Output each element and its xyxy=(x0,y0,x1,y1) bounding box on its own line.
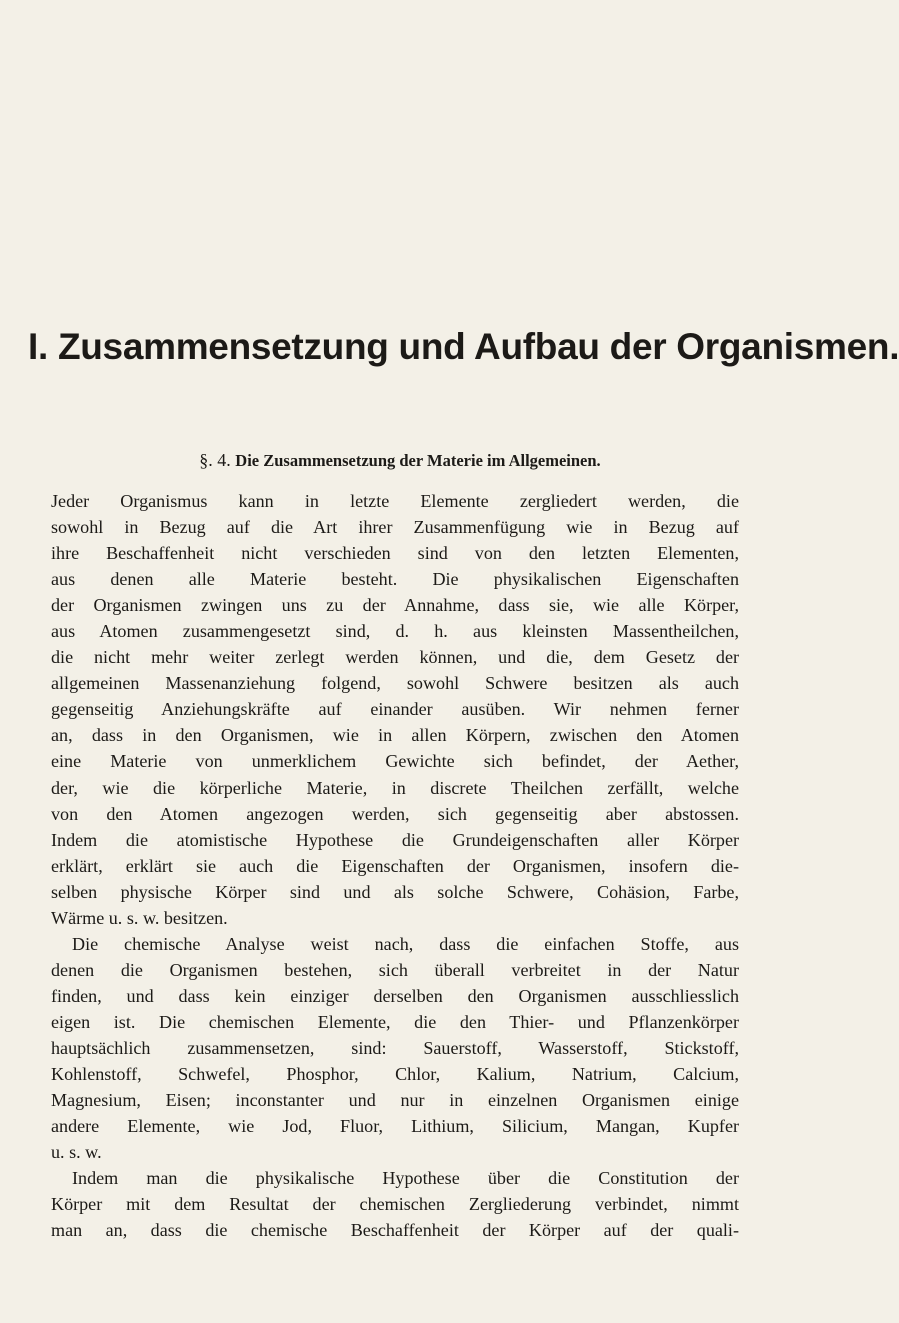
section-title: Die Zusammensetzung der Materie im Allgemeinen. xyxy=(235,451,601,470)
text-line: Körper mit dem Resultat der chemischen Zergliederung verbindet, nimmt xyxy=(51,1194,739,1215)
section-heading xyxy=(0,451,800,470)
text-line: aus denen alle Materie besteht. Die physikalischen Eigenschaften xyxy=(51,569,739,590)
text-line: der, wie die körperliche Materie, in discrete Theilchen zerfällt, welche xyxy=(51,777,739,798)
text-line: Magnesium, Eisen; inconstanter und nur in einzelnen Organismen einige xyxy=(51,1090,739,1111)
chapter-title: I. Zusammensetzung und Aufbau der Organismen. xyxy=(28,326,899,367)
text-line: man an, dass die chemische Beschaffenheit der Körper auf der quali- xyxy=(51,1220,739,1241)
text-line: eigen ist. Die chemischen Elemente, die den Thier- und Pflanzenkörper xyxy=(51,1011,739,1032)
text-line: Indem man die physikalische Hypothese über die Constitution der xyxy=(72,1168,739,1189)
text-line: gegenseitig Anziehungskräfte auf einander ausüben. Wir nehmen ferner xyxy=(51,699,739,720)
text-line: die nicht mehr weiter zerlegt werden können, und die, dem Gesetz der xyxy=(51,647,739,668)
text-line: denen die Organismen bestehen, sich überall verbreitet in der Natur xyxy=(51,959,739,980)
text-line: Die chemische Analyse weist nach, dass die einfachen Stoffe, aus xyxy=(72,933,739,954)
text-line: finden, und dass kein einziger derselben den Organismen ausschliesslich xyxy=(51,985,739,1006)
text-line: der Organismen zwingen uns zu der Annahme, dass sie, wie alle Körper, xyxy=(51,595,739,616)
text-line: an, dass in den Organismen, wie in allen Körpern, zwischen den Atomen xyxy=(51,725,739,746)
text-line: eine Materie von unmerklichem Gewichte sich befindet, der Aether, xyxy=(51,751,739,772)
text-line: Wärme u. s. w. besitzen. xyxy=(51,907,228,928)
text-line: aus Atomen zusammengesetzt sind, d. h. aus kleinsten Massentheilchen, xyxy=(51,621,739,642)
text-line: von den Atomen angezogen werden, sich gegenseitig aber abstossen. xyxy=(51,803,739,824)
text-line: sowohl in Bezug auf die Art ihrer Zusammenfügung wie in Bezug auf xyxy=(51,517,739,538)
text-line: selben physische Körper sind und als solche Schwere, Cohäsion, Farbe, xyxy=(51,881,739,902)
text-line: Indem die atomistische Hypothese die Grundeigenschaften aller Körper xyxy=(51,829,739,850)
text-line: u. s. w. xyxy=(51,1142,102,1163)
text-line: Kohlenstoff, Schwefel, Phosphor, Chlor, Kalium, Natrium, Calcium, xyxy=(51,1064,739,1085)
text-line: ihre Beschaffenheit nicht verschieden sind von den letzten Elementen, xyxy=(51,543,739,564)
text-line: allgemeinen Massenanziehung folgend, sowohl Schwere besitzen als auch xyxy=(51,673,739,694)
text-line: hauptsächlich zusammensetzen, sind: Sauerstoff, Wasserstoff, Stickstoff, xyxy=(51,1037,739,1058)
body-text xyxy=(51,488,739,1243)
section-number: §. 4. xyxy=(199,450,231,470)
text-line: Jeder Organismus kann in letzte Elemente zergliedert werden, die xyxy=(51,491,739,511)
text-line: andere Elemente, wie Jod, Fluor, Lithium, Silicium, Mangan, Kupfer xyxy=(51,1116,739,1137)
text-line: erklärt, erklärt sie auch die Eigenschaften der Organismen, insofern die- xyxy=(51,855,739,876)
